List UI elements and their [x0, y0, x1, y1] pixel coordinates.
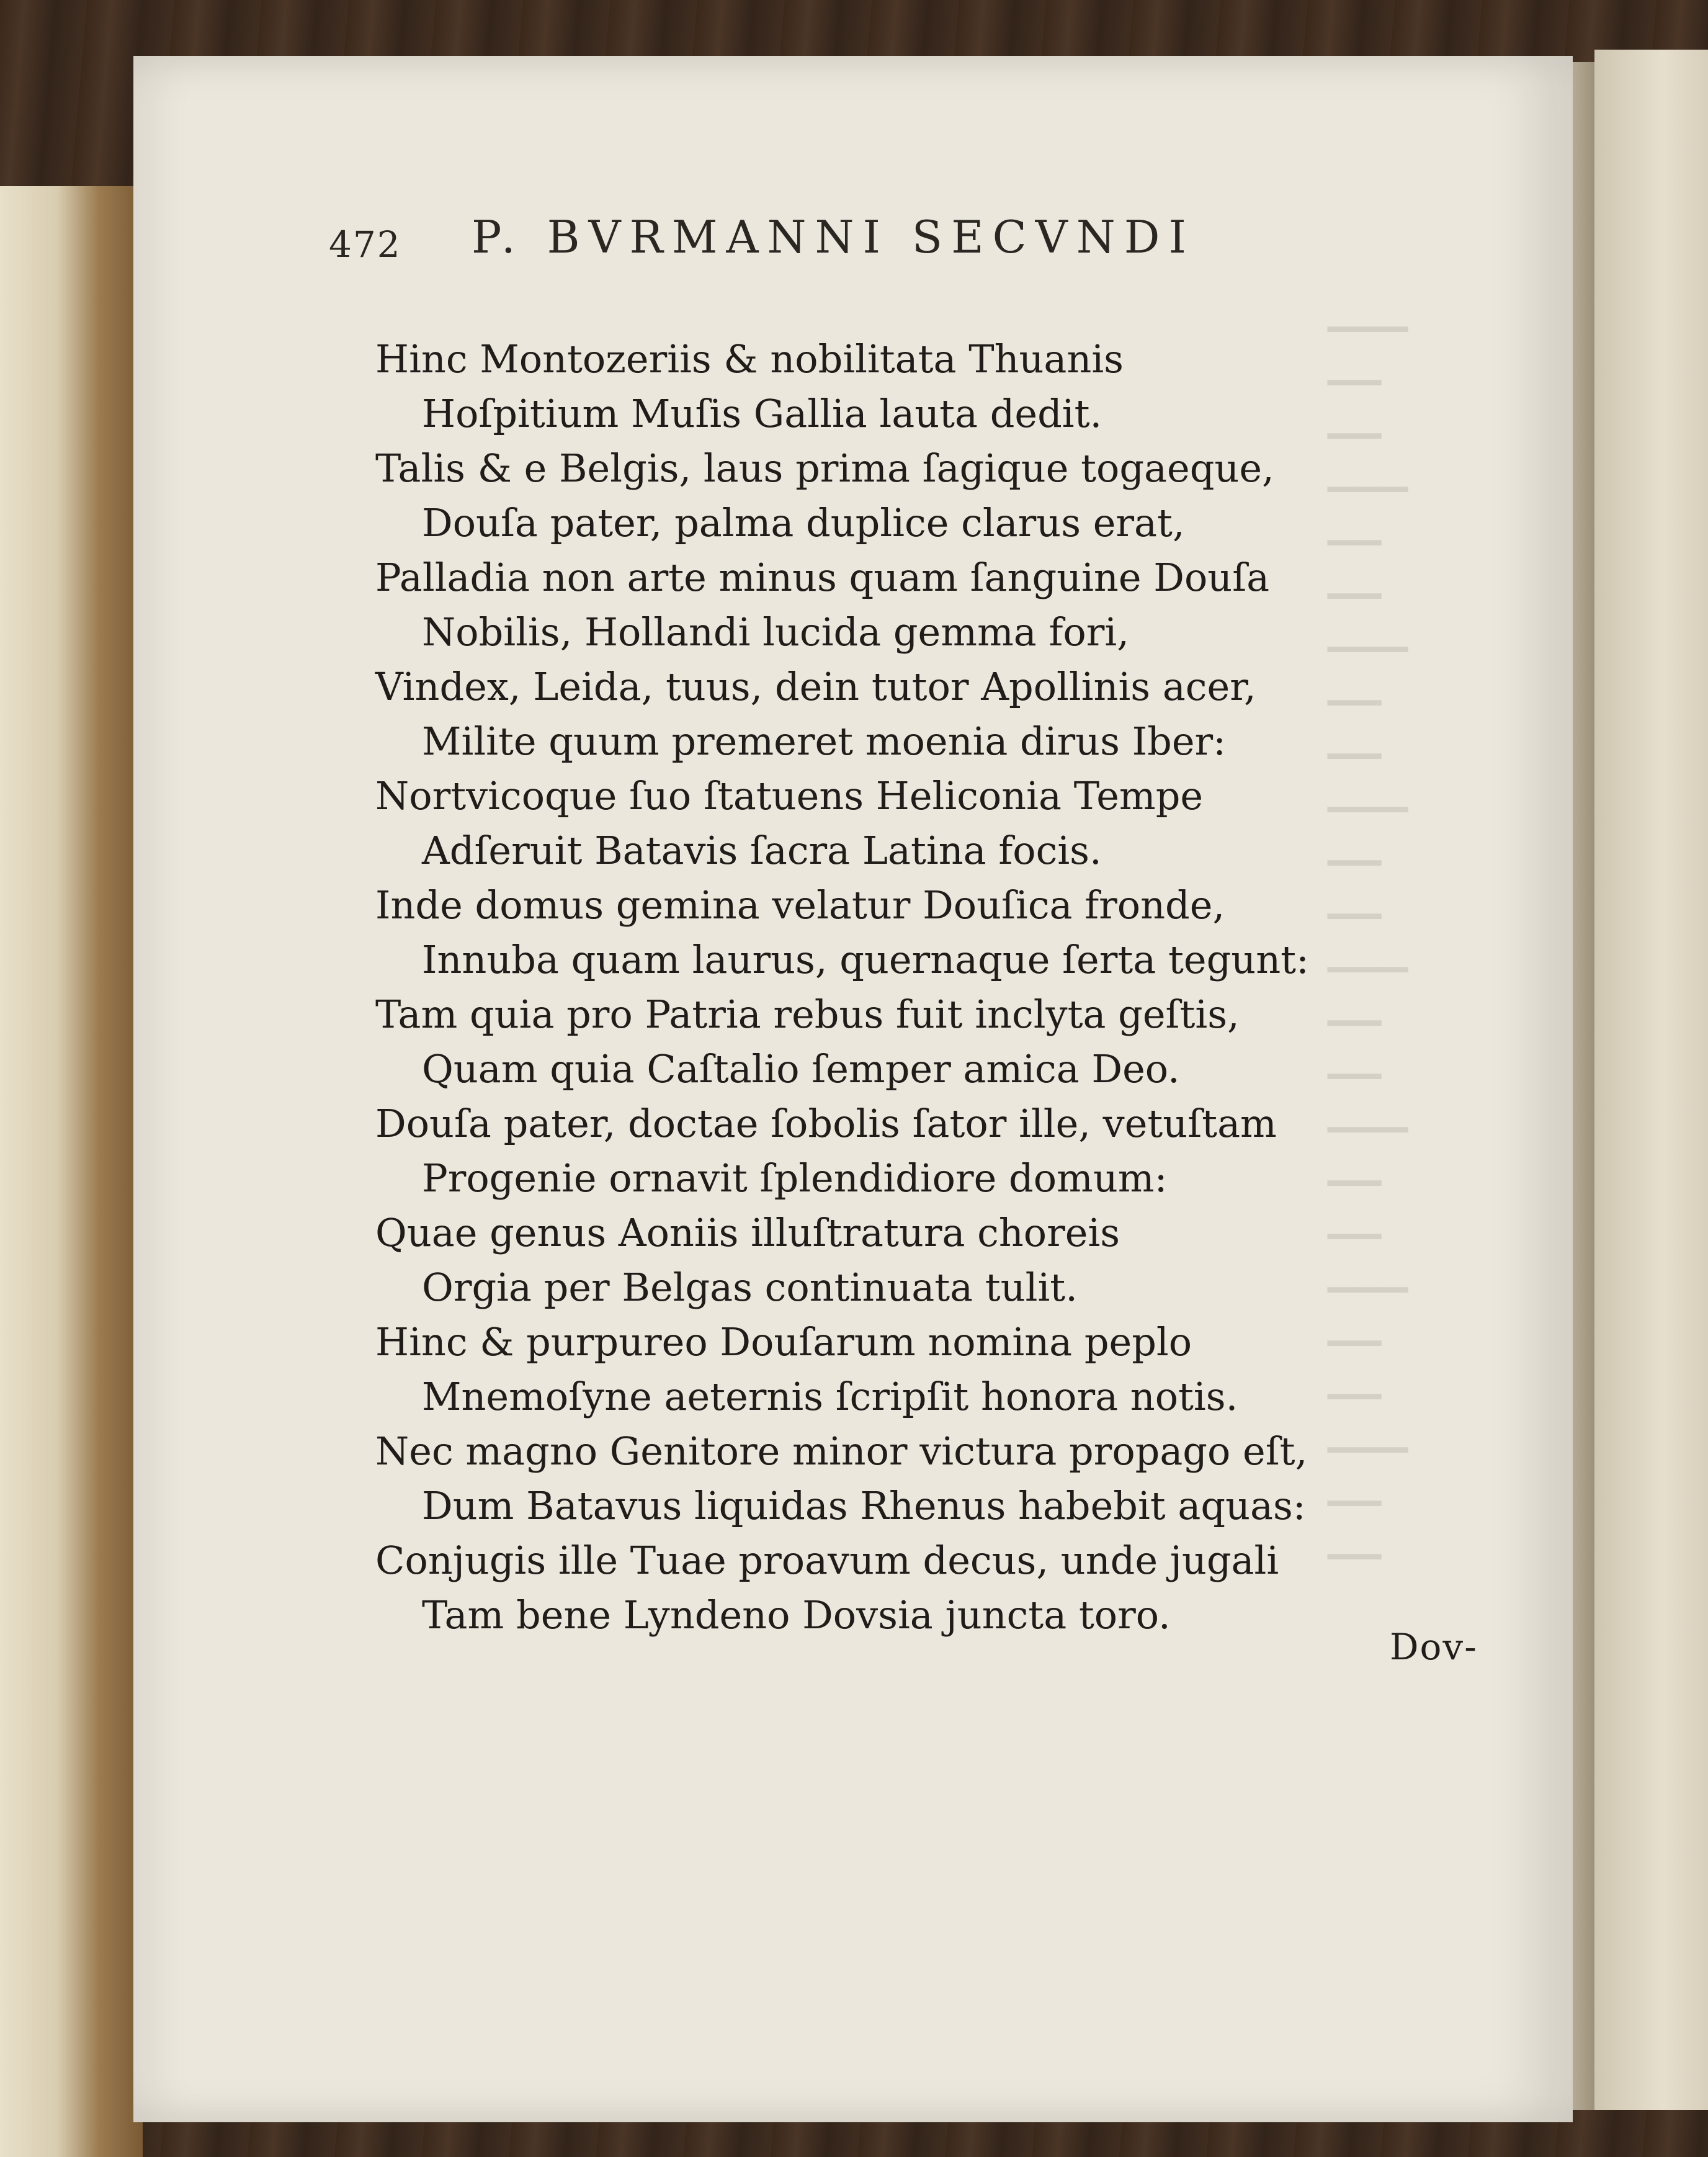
verse-line: Hoſpitium Muſis Gallia lauta dedit. [422, 391, 1102, 436]
verse-line: Mnemoſyne aeternis ſcripſit honora notis. [422, 1374, 1238, 1419]
verse-line: Adſeruit Batavis ſacra Latina focis. [422, 828, 1102, 873]
verse-line: Hinc & purpureo Douſarum nomina peplo [375, 1319, 1192, 1365]
page-number: 472 [329, 223, 401, 266]
verse-line: Dum Batavus liquidas Rhenus habebit aquas: [422, 1483, 1306, 1528]
verse-line: Quae genus Aoniis illuſtratura choreis [375, 1210, 1120, 1255]
verse-line: Hinc Montozeriis & nobilitata Thuanis [375, 336, 1124, 382]
verse-line: Inde domus gemina velatur Douſica fronde, [375, 882, 1225, 928]
page-header [329, 211, 1384, 273]
verse-line: Douſa pater, doctae ſobolis ſator ille, vetuſtam [375, 1101, 1277, 1146]
verse-line: Palladia non arte minus quam ſanguine Douſa [375, 555, 1270, 600]
running-head: P. BVRMANNI SECVNDI [472, 211, 1195, 263]
verse-line: Progenie ornavit ſplendidiore domum: [422, 1155, 1168, 1201]
previous-page-edge [0, 186, 143, 2157]
verse-block [375, 332, 1380, 1643]
verse-line: Quam quia Caſtalio ſemper amica Deo. [422, 1046, 1180, 1092]
verse-line: Orgia per Belgas continuata tulit. [422, 1265, 1078, 1310]
showthrough-shadow: ▁▁▁ ▁▁ ▁▁ ▁▁▁ ▁▁ ▁▁ ▁▁▁ ▁▁ ▁▁ ▁▁▁ ▁▁ ▁▁ ▁▁▁ ▁▁ ▁▁ ▁▁▁ ▁▁ ▁▁ ▁▁▁ ▁▁ ▁▁ ▁▁▁ ▁▁ ▁▁ [1328, 292, 1408, 1559]
verse-line: Talis & e Belgis, laus prima ſagique togaeque, [375, 446, 1274, 491]
verse-line: Nortvicoque ſuo ſtatuens Heliconia Tempe [375, 773, 1204, 818]
catchword: Dov- [1390, 1626, 1478, 1668]
verse-line: Milite quum premeret moenia dirus Iber: [422, 719, 1227, 764]
verse-line: Nec magno Genitore minor victura propago eſt, [375, 1428, 1308, 1474]
verse-line: Tam bene Lyndeno Dovsia juncta toro. [422, 1592, 1171, 1638]
verse-line: Vindex, Leida, tuus, dein tutor Apollinis acer, [375, 664, 1256, 709]
verse-line: Innuba quam laurus, quernaque ſerta tegunt: [422, 937, 1309, 982]
verse-line: Douſa pater, palma duplice clarus erat, [422, 500, 1185, 545]
verse-line: Tam quia pro Patria rebus fuit inclyta geſtis, [375, 992, 1240, 1037]
verse-line: Nobilis, Hollandi lucida gemma fori, [422, 609, 1129, 655]
facing-page-edge [1594, 50, 1708, 2110]
verse-line: Conjugis ille Tuae proavum decus, unde jugali [375, 1538, 1279, 1583]
